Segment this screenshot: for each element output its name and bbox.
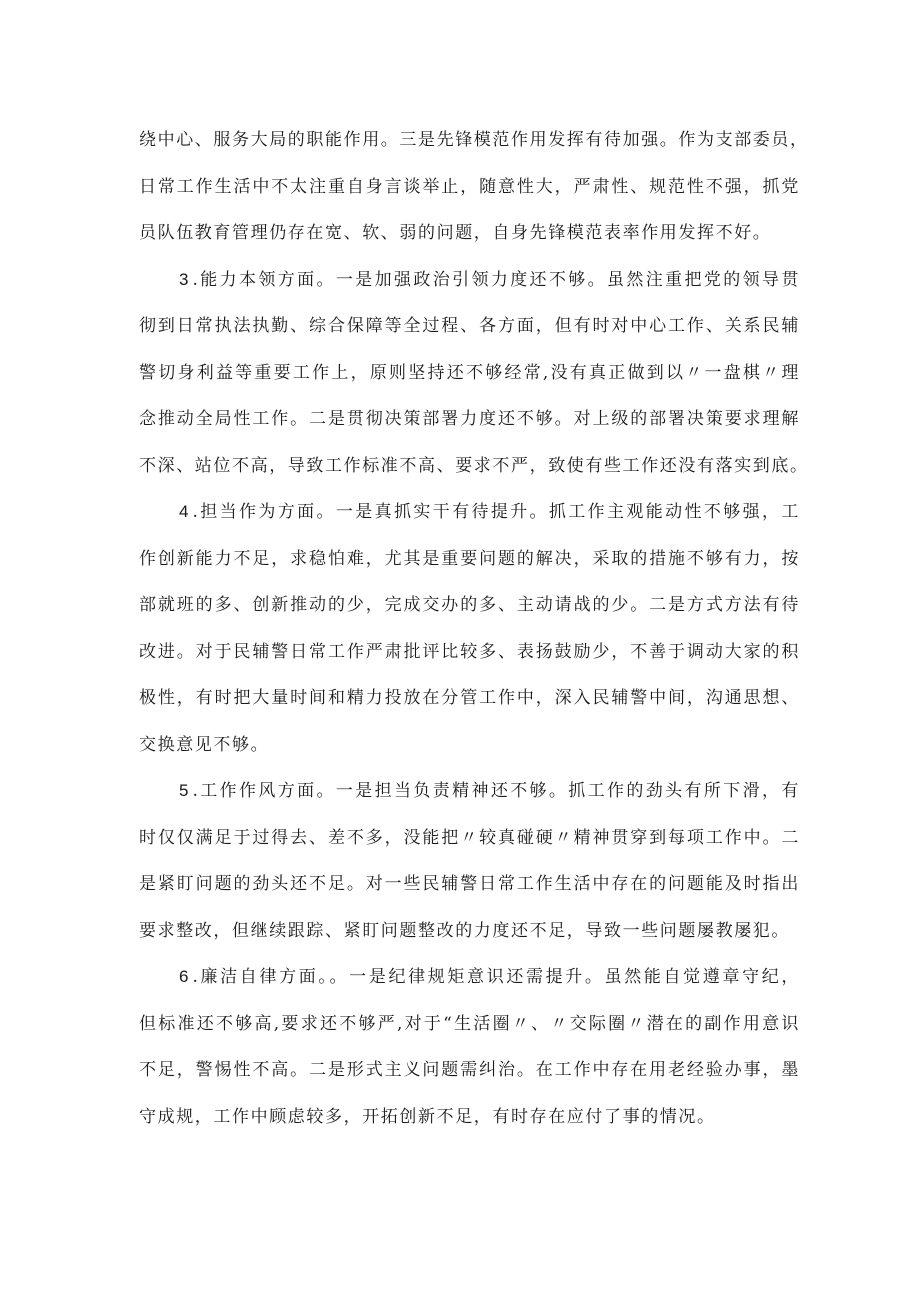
- text-line: [139, 257, 800, 304]
- text-line: 守成规，工作中顾虑较多，开拓创新不足，有时存在应付了事的情况。: [139, 1106, 716, 1127]
- text-line: 要求整改，但继续跟踪、紧盯问题整改的力度还不足，导致一些问题屡教屡犯。: [139, 920, 790, 941]
- text-line: 是紧盯问题的劲头还不足。对一些民辅警日常工作生活中存在的问题能及时指出: [139, 874, 800, 894]
- text-line: 极性，有时把大量时间和精力投放在分管工作中，深入民辅警中间，沟通思想、: [139, 688, 800, 708]
- text-line: 员队伍教育管理仍存在宽、软、弱的问题，自身先锋模范表率作用发挥不好。: [139, 223, 772, 243]
- text-line-content: .能力本领方面。一是加强政治引领力度还不够。虽然注重把党的领导贯: [192, 269, 800, 290]
- paragraph-6-integrity: [139, 954, 800, 1140]
- document-body: [139, 117, 809, 1140]
- text-line: 但标准还不够高,要求还不够严,对于“生活圈〃、〃交际圈〃潜在的副作用意识: [139, 1013, 800, 1034]
- text-line: 部就班的多、创新推动的少，完成交办的多、主动请战的少。二是方式方法有待: [139, 595, 800, 615]
- text-line: 作创新能力不足，求稳怕难，尤其是重要问题的解决，采取的措施不够有力，按: [139, 548, 800, 569]
- paragraph-4-responsibility: [139, 489, 800, 768]
- text-line: 彻到日常执法执勤、综合保障等全过程、各方面，但有时对中心工作、关系民辅: [139, 316, 800, 336]
- paragraph-number: 5: [179, 781, 189, 800]
- text-line: 警切身利益等重要工作上，原则坚持还不够经常,没有真正做到以〃一盘棋〃理: [139, 362, 800, 383]
- text-line: 绕中心、服务大局的职能作用。三是先锋模范作用发挥有待加强。作为支部委员，: [139, 130, 809, 150]
- paragraph-number: 3: [179, 269, 189, 289]
- text-line-content: .担当作为方面。一是真抓实干有待提升。抓工作主观能动性不够强，工: [192, 502, 800, 522]
- text-line: [139, 954, 800, 1001]
- text-line-content: .廉洁自律方面。。一是纪律规矩意识还需提升。虽然能自觉遵章守纪，: [192, 967, 800, 987]
- text-line: [139, 489, 800, 536]
- paragraph-continuation: [139, 117, 809, 257]
- text-line: 不足，警惕性不高。二是形式主义问题需纠治。在工作中存在用老经验办事，墨: [139, 1060, 800, 1080]
- text-line: 不深、站位不高，导致工作标准不高、要求不严，致使有些工作还没有落实到底。: [139, 455, 809, 476]
- text-line-content: .工作作风方面。一是担当负责精神还不够。抓工作的劲头有所下滑，有: [192, 781, 800, 801]
- text-line: 日常工作生活中不太注重自身言谈举止，随意性大，严肃性、规范性不强，抓党: [139, 176, 800, 197]
- text-line: 念推动全局性工作。二是贯彻决策部署力度还不够。对上级的部署决策要求理解: [139, 409, 800, 429]
- text-line: [139, 768, 800, 815]
- paragraph-3-ability: [139, 257, 809, 490]
- paragraph-number: 4: [179, 502, 189, 521]
- paragraph-5-work-style: [139, 768, 800, 954]
- paragraph-number: 6: [179, 967, 189, 986]
- text-line: 时仅仅满足于过得去、差不多，没能把〃较真碰硬〃精神贯穿到每项工作中。二: [139, 827, 800, 848]
- text-line: 改进。对于民辅警日常工作严肃批评比较多、表扬鼓励少，不善于调动大家的积: [139, 641, 800, 662]
- text-line: 交换意见不够。: [139, 734, 270, 755]
